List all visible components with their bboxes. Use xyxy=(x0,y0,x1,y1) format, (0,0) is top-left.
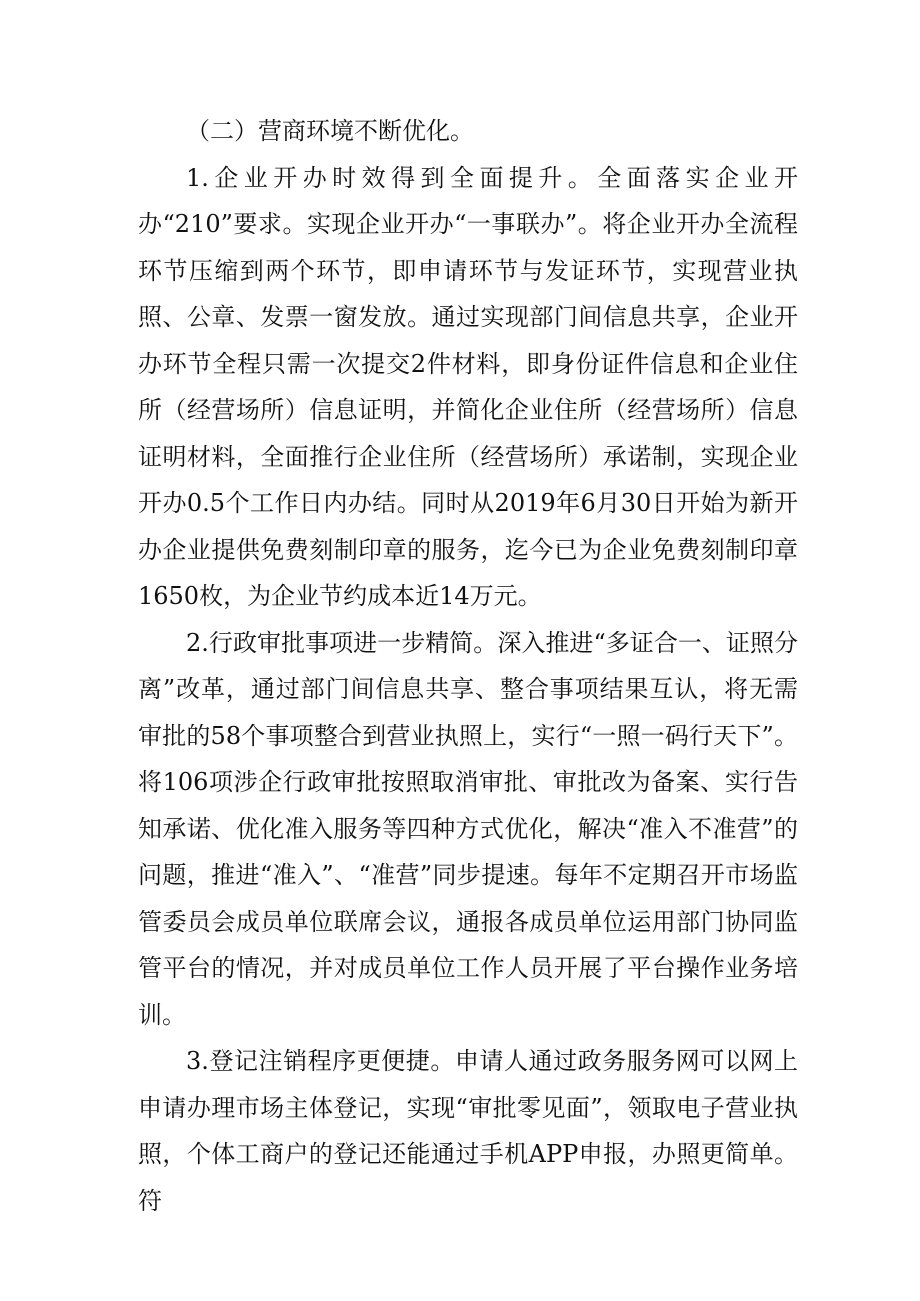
document-body xyxy=(138,108,798,1224)
paragraph-enterprise-startup: 1.企业开办时效得到全面提升。全面落实企业开办“210”要求。实现企业开办“一事联办”。将企业开办全流程环节压缩到两个环节，即申请环节与发证环节，实现营业执照、公章、发票一窗发放。通过实现部门间信息共享，企业开办环节全程只需一次提交2件材料，即身份证件信息和企业住所（经营场所）信息证明，并简化企业住所（经营场所）信息证明材料，全面推行企业住所（经营场所）承诺制，实现企业开办0.5个工作日内办结。同时从2019年6月30日开始为新开办企业提供免费刻制印章的服务，迄今已为企业免费刻制印章1650枚，为企业节约成本近14万元。 xyxy=(138,163,798,610)
section-heading: （二）营商环境不断优化。 xyxy=(186,117,474,145)
paragraph-administrative-approval: 2.行政审批事项进一步精简。深入推进“多证合一、证照分离”改革，通过部门间信息共享、整合事项结果互认，将无需审批的58个事项整合到营业执照上，实行“一照一码行天下”。将106项涉企行政审批按照取消审批、审批改为备案、实行告知承诺、优化准入服务等四种方式优化，解决“准入不准营”的问题，推进“准入”、“准营”同步提速。每年不定期召开市场监管委员会成员单位联席会议，通报各成员单位运用部门协同监管平台的情况，并对成员单位工作人员开展了平台操作业务培训。 xyxy=(138,628,798,1029)
paragraph-registration-cancellation: 3.登记注销程序更便捷。申请人通过政务服务网可以网上申请办理市场主体登记，实现“审批零见面”，领取电子营业执照，个体工商户的登记还能通过手机APP申报，办照更简单。符 xyxy=(138,1047,798,1215)
